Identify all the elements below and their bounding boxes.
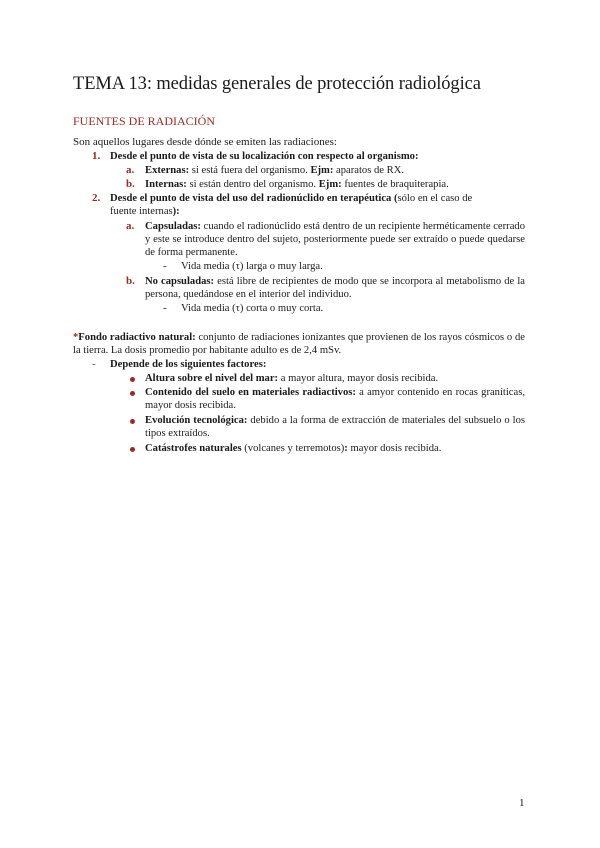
item-1b-ejm: Ejm: bbox=[318, 179, 342, 190]
depends-heading-text: Depende de los siguientes factores: bbox=[110, 359, 267, 370]
item-1a-term: Externas: bbox=[145, 165, 190, 176]
bullet-icon bbox=[130, 419, 135, 424]
factor-1-term: Altura sobre el nivel del mar: bbox=[145, 373, 279, 384]
intro-text: Son aquellos lugares desde dónde se emiten las radiaciones: bbox=[73, 136, 337, 148]
item-2a-term: Capsuladas: bbox=[145, 221, 201, 232]
item-2b-note: Vida media (τ) corta o muy corta. bbox=[181, 303, 324, 314]
sub-marker-1a: a. bbox=[126, 164, 135, 176]
background-paragraph bbox=[73, 331, 525, 357]
item-1a-text2: aparatos de RX. bbox=[333, 165, 405, 176]
item-1a bbox=[145, 164, 404, 177]
background-term: Fondo radiactivo natural: bbox=[78, 332, 196, 343]
item-2b-term: No capsuladas: bbox=[145, 276, 215, 287]
item-2b bbox=[145, 275, 525, 301]
factor-2-term: Contenido del suelo en materiales radiactivos: bbox=[145, 387, 356, 398]
dash-marker-2b: - bbox=[163, 302, 167, 314]
item-2b-text: está libre de recipientes de modo que se incorpora al metabolismo de la persona, quedándose en el interior del individuo. bbox=[145, 276, 525, 300]
factor-4-text: (volcanes y terremotos) bbox=[241, 443, 345, 454]
item-1b-text1: si están dentro del organismo. bbox=[186, 179, 319, 190]
factor-1-text: a mayor altura, mayor dosis recibida. bbox=[278, 373, 439, 384]
item-2a-text: cuando el radionúclido está dentro de un recipiente herméticamente cerrado y este se introduce dentro del sujeto, posteriormente puede ser extraído o puede quedarse de forma permanente. bbox=[145, 221, 525, 258]
item-2-heading-line2-text: fuente internas bbox=[110, 206, 173, 217]
list-marker-2: 2. bbox=[92, 192, 101, 204]
factor-3-text: debido a la forma de extracción de materiales del subsuelo o los tipos extraídos. bbox=[145, 415, 525, 439]
bullet-icon bbox=[130, 447, 135, 452]
item-2-heading bbox=[110, 192, 472, 205]
depends-dash-marker: - bbox=[92, 358, 96, 370]
item-2-heading-close: ): bbox=[172, 206, 180, 217]
dash-marker-2a: - bbox=[163, 260, 167, 272]
factor-4-term-close: : bbox=[344, 443, 348, 454]
item-1b-term: Internas: bbox=[145, 179, 187, 190]
bullet-icon bbox=[130, 377, 135, 382]
sub-marker-2b: b. bbox=[126, 275, 135, 287]
item-1a-ejm: Ejm: bbox=[310, 165, 334, 176]
document-title: TEMA 13: medidas generales de protección radiológica bbox=[73, 74, 481, 94]
factor-3-term: Evolución tecnológica: bbox=[145, 415, 248, 426]
item-2-heading-text: Desde el punto de vista del uso del radionúclido en terapéutica ( bbox=[110, 193, 398, 204]
item-1b bbox=[145, 178, 449, 191]
item-2-heading-line2 bbox=[110, 205, 180, 218]
sub-marker-1b: b. bbox=[126, 178, 135, 190]
bullet-icon bbox=[130, 391, 135, 396]
item-1-heading bbox=[110, 150, 418, 163]
background-asterisk: * bbox=[73, 332, 79, 343]
section-heading: FUENTES DE RADIACIÓN bbox=[73, 114, 215, 128]
item-1b-text2: fuentes de braquiterapia. bbox=[341, 179, 449, 190]
list-marker-1: 1. bbox=[92, 150, 101, 162]
page-number: 1 bbox=[519, 797, 525, 809]
factor-4-term: Catástrofes naturales bbox=[145, 443, 242, 454]
factor-1 bbox=[145, 372, 438, 385]
factor-2-text: a amyor contenido en rocas graníticas, mayor dosis recibida. bbox=[145, 387, 525, 411]
sub-marker-2a: a. bbox=[126, 220, 135, 232]
item-2a bbox=[145, 220, 525, 259]
factor-4-text2: mayor dosis recibida. bbox=[347, 443, 442, 454]
item-2-heading-rest: sólo en el caso de bbox=[397, 193, 473, 204]
background-text: conjunto de radiaciones ionizantes que provienen de los rayos cósmicos o de la tierra. La dosis promedio por habitante adulto es de 2,4 mSv. bbox=[73, 332, 525, 356]
factor-3 bbox=[145, 414, 525, 440]
item-1a-text1: si está fuera del organismo. bbox=[189, 165, 311, 176]
factor-4 bbox=[145, 442, 441, 455]
depends-heading bbox=[110, 358, 266, 371]
factor-2 bbox=[145, 386, 525, 412]
item-1-heading-text: Desde el punto de vista de su localización con respecto al organismo: bbox=[110, 151, 419, 162]
item-2a-note: Vida media (τ) larga o muy larga. bbox=[181, 261, 323, 272]
